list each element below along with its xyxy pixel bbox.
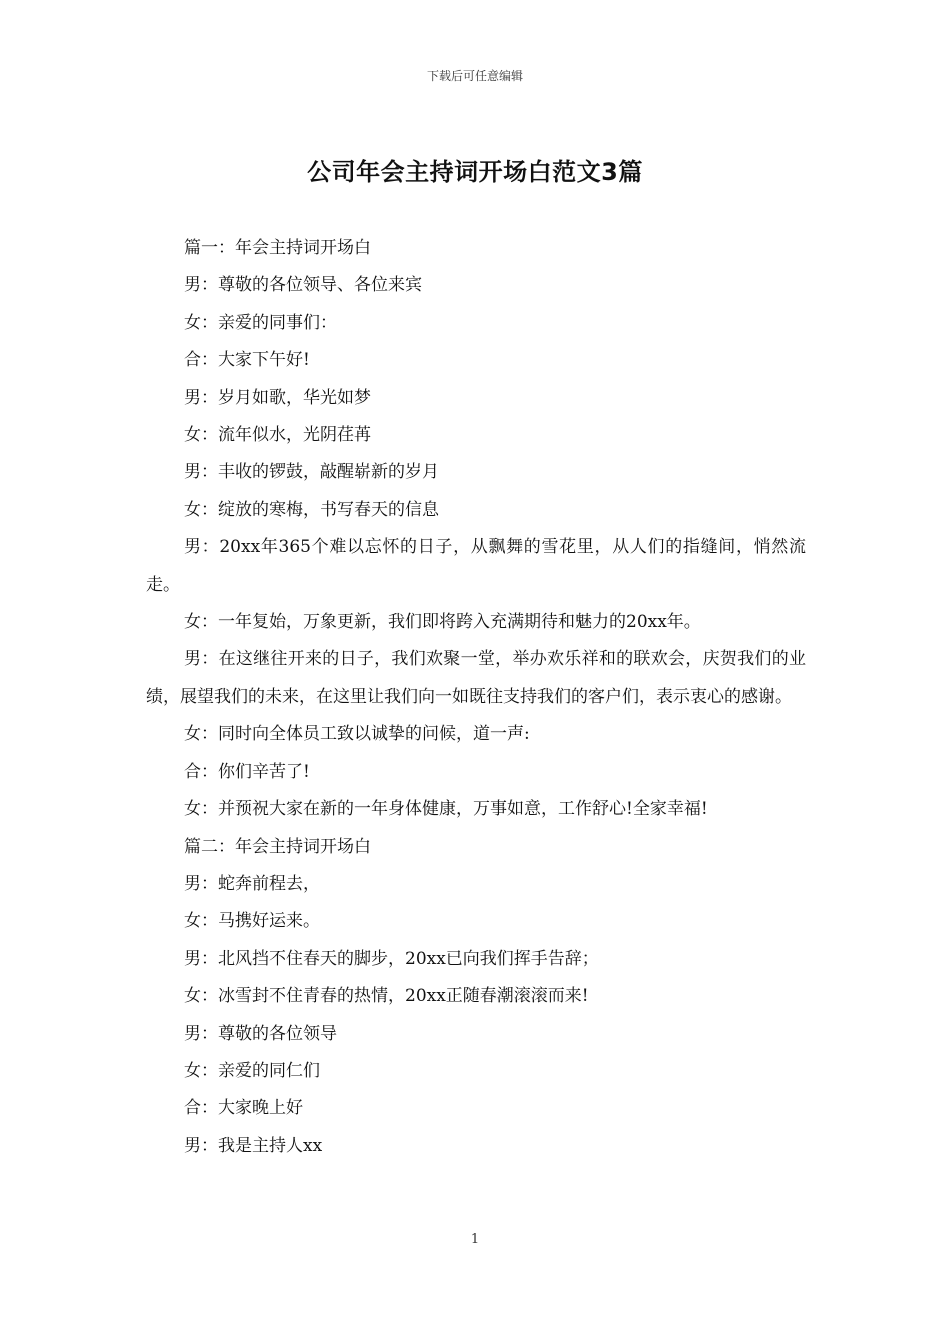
paragraph: 男：北风挡不住春天的脚步，20xx已向我们挥手告辞； bbox=[184, 948, 599, 969]
paragraph: 合：大家下午好! bbox=[184, 350, 310, 371]
document-body bbox=[146, 230, 806, 1165]
page-number: 1 bbox=[470, 1232, 480, 1247]
paragraph: 女：冰雪封不住青春的热情，20xx正随春潮滚滚而来! bbox=[184, 986, 589, 1007]
paragraph: 男：蛇奔前程去， bbox=[184, 873, 320, 894]
paragraph: 女：一年复始，万象更新，我们即将跨入充满期待和魅力的20xx年。 bbox=[184, 612, 701, 633]
paragraph: 男：岁月如歌，华光如梦 bbox=[184, 387, 371, 408]
paragraph: 男：我是主持人xx bbox=[184, 1135, 323, 1156]
paragraph: 合：大家晚上好 bbox=[184, 1098, 303, 1119]
paragraph: 女：亲爱的同事们： bbox=[184, 312, 337, 333]
paragraph: 男：20xx年365个难以忘怀的日子，从飘舞的雪花里，从人们的指缝间，悄然流走。 bbox=[146, 537, 806, 595]
paragraph: 男：尊敬的各位领导、各位来宾 bbox=[184, 275, 422, 296]
paragraph: 女：亲爱的同仁们 bbox=[184, 1060, 320, 1081]
paragraph: 篇二：年会主持词开场白 bbox=[184, 836, 371, 857]
paragraph: 篇一：年会主持词开场白 bbox=[184, 238, 371, 258]
paragraph: 女：同时向全体员工致以诚挚的问候，道一声: bbox=[184, 724, 530, 745]
paragraph: 女：并预祝大家在新的一年身体健康，万事如意，工作舒心!全家幸福! bbox=[184, 799, 708, 820]
header-note: 下载后可任意编辑 bbox=[426, 69, 523, 83]
paragraph: 合：你们辛苦了! bbox=[184, 761, 310, 782]
paragraph: 女：绽放的寒梅，书写春天的信息 bbox=[184, 499, 439, 520]
document-title: 公司年会主持词开场白范文3篇 bbox=[307, 158, 643, 186]
paragraph: 女：流年似水，光阴荏苒 bbox=[184, 425, 371, 446]
paragraph: 男：尊敬的各位领导 bbox=[184, 1023, 337, 1044]
paragraph: 男：丰收的锣鼓，敲醒崭新的岁月 bbox=[184, 462, 439, 483]
paragraph: 男：在这继往开来的日子，我们欢聚一堂，举办欢乐祥和的联欢会，庆贺我们的业绩，展望我们的未来，在这里让我们向一如既往支持我们的客户们，表示衷心的感谢。 bbox=[146, 649, 806, 707]
paragraph: 女：马携好运来。 bbox=[184, 911, 320, 932]
